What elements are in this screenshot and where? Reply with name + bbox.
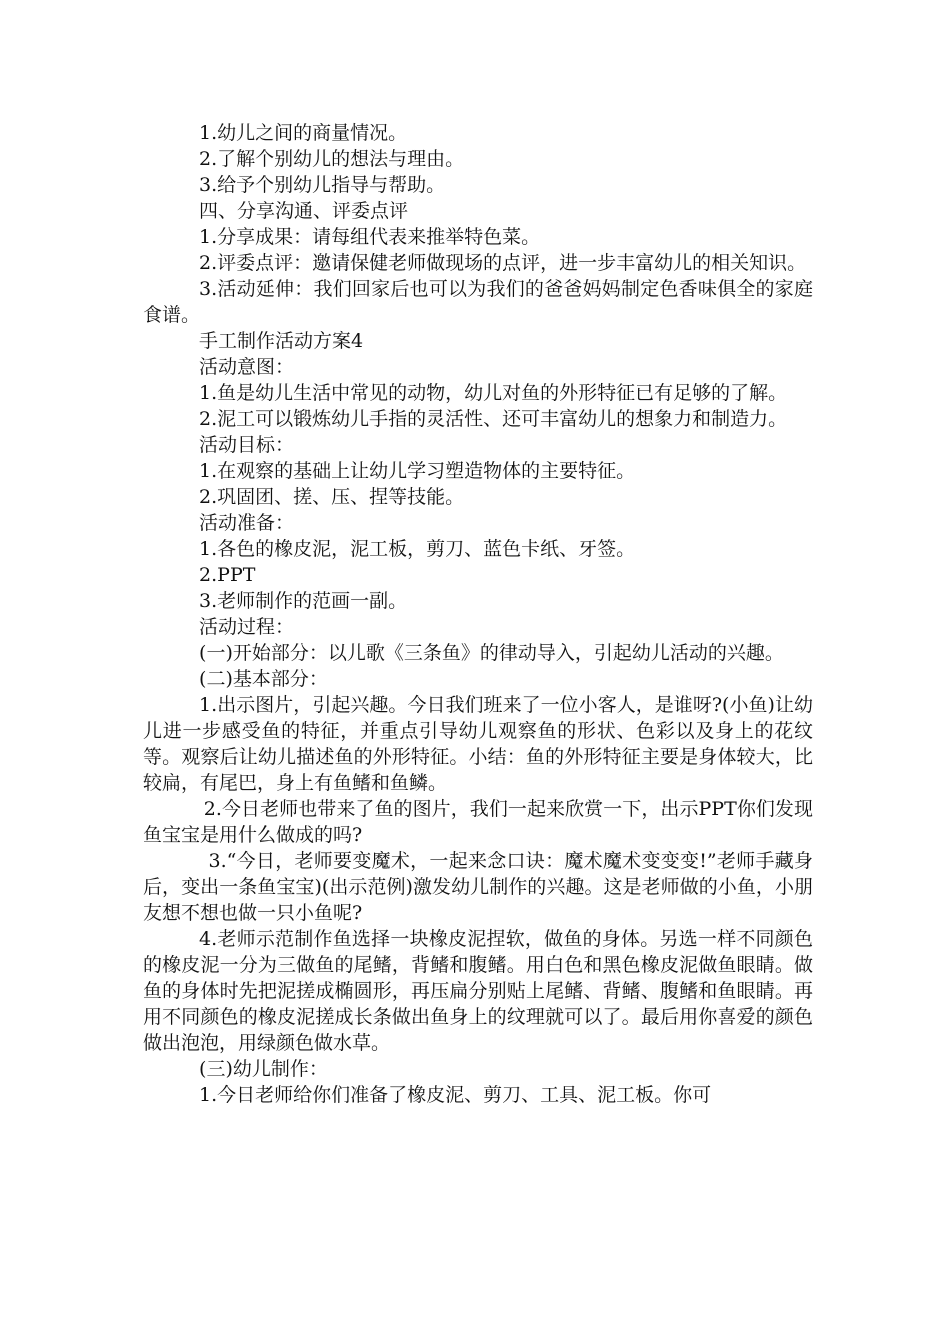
- paragraph-10: 1.鱼是幼儿生活中常见的动物，幼儿对鱼的外形特征已有足够的了解。: [199, 382, 788, 404]
- paragraph-14: 2.巩固团、搓、压、捏等技能。: [199, 486, 465, 508]
- paragraph-1: 1.幼儿之间的商量情况。: [199, 122, 408, 144]
- paragraph-5: 1.分享成果：请每组代表来推举特色菜。: [199, 226, 541, 248]
- section-heading-intent: 活动意图：: [199, 356, 295, 378]
- paragraph-24: 3.“今日，老师要变魔术，一起来念口诀：魔术魔术变变变!”老师手藏身后，变出一条鱼宝宝)(出示范例)激发幼儿制作的兴趣。这是老师做的小鱼，小朋友想不想也做一只小鱼呢?: [143, 850, 813, 924]
- paragraph-17: 2.PPT: [199, 564, 256, 586]
- section-heading-share: 四、分享沟通、评委点评: [199, 200, 409, 222]
- paragraph-18: 3.老师制作的范画一副。: [199, 590, 408, 612]
- paragraph-3: 3.给予个别幼儿指导与帮助。: [199, 174, 446, 196]
- paragraph-27: 1.今日老师给你们准备了橡皮泥、剪刀、工具、泥工板。你可: [199, 1084, 712, 1106]
- paragraph-25: 4.老师示范制作鱼选择一块橡皮泥捏软，做鱼的身体。另选一样不同颜色的橡皮泥一分为三做鱼的尾鳍，背鳍和腹鳍。用白色和黑色橡皮泥做鱼眼睛。做鱼的身体时先把泥搓成椭圆形，再压扁分别贴上尾鳍、背鳍、腹鳍和鱼眼睛。再用不同颜色的橡皮泥搓成长条做出鱼身上的纹理就可以了。最后用你喜爱的颜色做出泡泡，用绿颜色做水草。: [143, 928, 813, 1054]
- paragraph-20: (一)开始部分：以儿歌《三条鱼》的律动导入，引起幼儿活动的兴趣。: [199, 642, 784, 664]
- paragraph-2: 2.了解个别幼儿的想法与理由。: [199, 148, 465, 170]
- document-body: [143, 120, 813, 1108]
- paragraph-21: (二)基本部分：: [199, 668, 328, 690]
- paragraph-16: 1.各色的橡皮泥，泥工板，剪刀、蓝色卡纸、牙签。: [199, 538, 636, 560]
- paragraph-13: 1.在观察的基础上让幼儿学习塑造物体的主要特征。: [199, 460, 636, 482]
- paragraph-26: (三)幼儿制作：: [199, 1058, 328, 1080]
- section-heading-goals: 活动目标：: [199, 434, 295, 456]
- plan-title: 手工制作活动方案4: [199, 330, 364, 352]
- paragraph-11: 2.泥工可以锻炼幼儿手指的灵活性、还可丰富幼儿的想象力和制造力。: [199, 408, 788, 430]
- section-heading-process: 活动过程：: [199, 616, 295, 638]
- paragraph-6: 2.评委点评：邀请保健老师做现场的点评，进一步丰富幼儿的相关知识。: [199, 252, 807, 274]
- paragraph-23: 2.今日老师也带来了鱼的图片，我们一起来欣赏一下，出示PPT你们发现鱼宝宝是用什么做成的吗?: [143, 798, 813, 846]
- paragraph-22: 1.出示图片，引起兴趣。今日我们班来了一位小客人，是谁呀?(小鱼)让幼儿进一步感受鱼的特征，并重点引导幼儿观察鱼的形状、色彩以及身上的花纹等。观察后让幼儿描述鱼的外形特征。小结：鱼的外形特征主要是身体较大，比较扁，有尾巴，身上有鱼鳍和鱼鳞。: [143, 694, 813, 794]
- paragraph-7: 3.活动延伸：我们回家后也可以为我们的爸爸妈妈制定色香味俱全的家庭食谱。: [143, 278, 813, 326]
- section-heading-preparation: 活动准备：: [199, 512, 295, 534]
